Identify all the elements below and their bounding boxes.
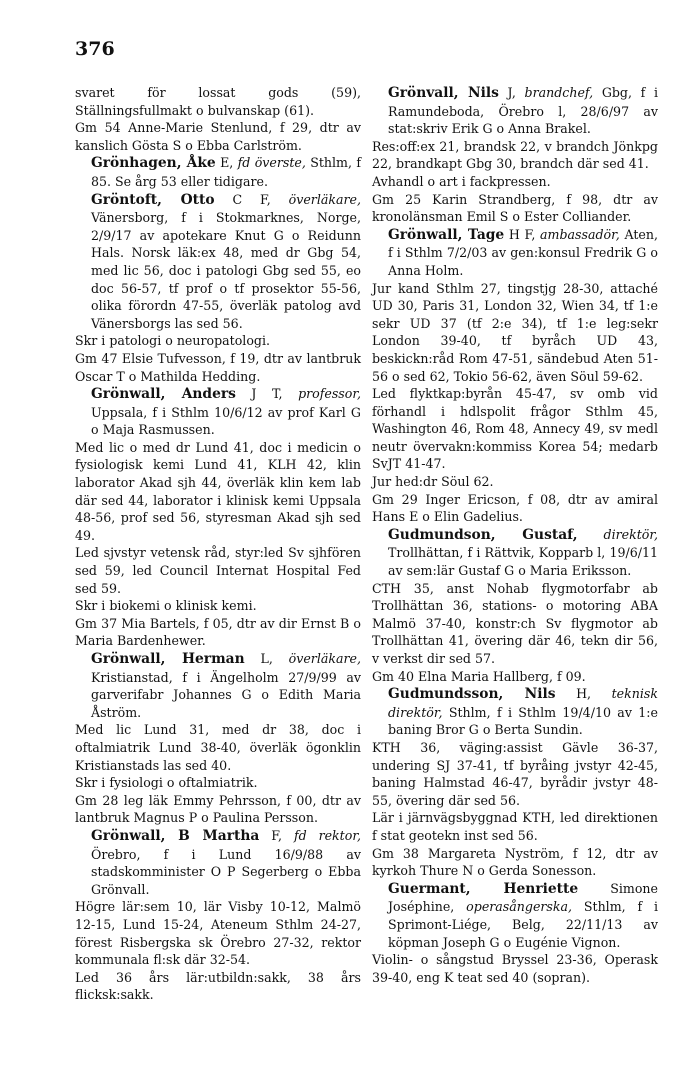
entry-given-names: F,: [271, 827, 283, 843]
entry-paragraph: Högre lär:sem 10, lär Visby 10-12, Malmö 12-15, Lund 15-24, Ateneum Sthlm 24-27, förest Risbergska sk Örebro 27-32, rektor kommunala fl:sk där 32-54.: [75, 899, 361, 968]
directory-entry: [372, 880, 658, 951]
directory-entry: [75, 650, 361, 721]
entry-name: Gudmundsson, Nils: [388, 686, 556, 703]
entry-name: Grönwall, B Martha: [91, 827, 260, 844]
entry-occupation: fd överste,: [237, 155, 306, 171]
entry-paragraph: Gm 28 leg läk Emmy Pehrsson, f 00, dtr av lantbruk Magnus P o Paulina Persson.: [75, 792, 361, 826]
entry-paragraph: KTH 36, väging:assist Gävle 36-37, undering SJ 37-41, tf byråing jvstyr 42-45, baning Halmstad 46-47, byrådir jvstyr 48-55, övering där sed 56.: [372, 739, 658, 808]
entry-given-names: H,: [576, 686, 592, 702]
entry-occupation: operasångerska,: [466, 899, 573, 915]
entry-name: Grönwall, Anders: [91, 386, 236, 403]
entry-paragraph: Led 36 års lär:utbildn:sakk, 38 års flicksk:sakk.: [75, 969, 361, 1003]
entry-paragraph: Gm 37 Mia Bartels, f 05, dtr av dir Ernst B o Maria Bardenhewer.: [75, 615, 361, 649]
entry-paragraph: Gm 29 Inger Ericson, f 08, dtr av amiral Hans E o Elin Gadelius.: [372, 491, 658, 525]
entry-given-names: J T,: [251, 386, 283, 402]
entry-paragraph: CTH 35, anst Nohab flygmotorfabr ab Trollhättan 36, stations- o motoring ABA Malmö 37-40, konstr:ch Sv flygmotor ab Trollhättan 41, övering där 46, tekn dir 56, v verkst dir sed 57.: [372, 580, 658, 666]
entry-occupation: direktör,: [603, 526, 658, 542]
directory-entry: [75, 191, 361, 333]
entry-occupation: överläkare,: [288, 191, 361, 207]
entry-paragraph: Gm 25 Karin Strandberg, f 98, dtr av kronolänsman Emil S o Ester Colliander.: [372, 191, 658, 225]
entry-details: Örebro, f i Lund 16/9/88 av stadskomminister O P Segerberg o Ebba Grönvall.: [91, 846, 361, 897]
entry-paragraph: Led flyktkap:byrån 45-47, sv omb vid förhandl i hdlspolit frågor Sthlm 45, Washington 46, Rom 48, Annecy 49, sv medl neutr övervakn:kommiss Korea 54; medarb SvJT 41-47.: [372, 386, 658, 472]
page-number: 376: [75, 38, 115, 60]
right-column: [372, 84, 658, 986]
entry-details: Sthlm, f 85. Se årg 53 eller tidigare.: [91, 155, 361, 189]
entry-occupation: fd rektor,: [293, 827, 361, 843]
entry-paragraph: Med lic o med dr Lund 41, doc i medicin o fysiologisk kemi Lund 41, KLH 42, klin laborator Akad sjh 44, överläk klin kem lab där sed 44, laborator i klinisk kemi Uppsala 48-56, prof sed 56, styresman Akad sjh sed 49.: [75, 439, 361, 543]
entry-occupation: ambassadör,: [540, 226, 620, 242]
entry-paragraph: Led sjvstyr vetensk råd, styr:led Sv sjhfören sed 59, led Council Internat Hospital Fed sed 59.: [75, 545, 361, 596]
entry-name: Grönwall, Tage: [388, 226, 505, 243]
entry-given-names: Simone Joséphine,: [388, 880, 658, 915]
entry-paragraph: Jur kand Sthlm 27, tingstjg 28-30, attaché UD 30, Paris 31, London 32, Wien 34, tf 1:e sekr UD 37 (tf 2:e 34), tf 1:e leg:sekr London 39-40, tf byråch UD 43, beskickn:råd Rom 47-51, sändebud Aten 51-56 o sed 62, Tokio 56-62, även Söul 59-62.: [372, 280, 658, 384]
entry-paragraph: Med lic Lund 31, med dr 38, doc i oftalmiatrik Lund 38-40, överläk ögonklin Kristianstads las sed 40.: [75, 722, 361, 773]
directory-entry: [75, 154, 361, 190]
entry-details: Sthlm, f i Sprimont-Liége, Belg, 22/11/13 av köpman Joseph G o Eugénie Vignon.: [388, 899, 658, 950]
entry-given-names: H F,: [508, 226, 536, 242]
entry-paragraph: Skr i biokemi o klinisk kemi.: [75, 598, 257, 614]
entry-given-names: E,: [220, 155, 234, 171]
entry-given-names: L,: [260, 651, 273, 666]
entry-name: Guermant, Henriette: [388, 880, 579, 897]
entry-paragraph: Avhandl o art i fackpressen.: [372, 173, 551, 189]
entry-name: Grönhagen, Åke: [91, 155, 216, 172]
entry-paragraph: Lär i järnvägsbyggnad KTH, led direktionen f stat geotekn inst sed 56.: [372, 810, 658, 843]
left-column: [75, 84, 361, 1004]
entry-paragraph: Violin- o sångstud Bryssel 23-36, Operask 39-40, eng K teat sed 40 (sopran).: [372, 952, 658, 985]
directory-entry: [372, 526, 658, 580]
entry-details: Kristianstad, f i Ängelholm 27/9/99 av garverifabr Johannes G o Edith Maria Åström.: [91, 669, 361, 720]
entry-details: Sthlm, f i Sthlm 19/4/10 av 1:e baning Bror G o Berta Sundin.: [388, 704, 658, 738]
entry-paragraph: Gm 38 Margareta Nyström, f 12, dtr av kyrkoh Thure N o Gerda Sonesson.: [372, 845, 658, 879]
directory-entry: [75, 385, 361, 439]
entry-details: Vänersborg, f i Stokmarknes, Norge, 2/9/17 av apotekare Knut G o Reidunn Hals. Norsk läk:ex 48, med dr Gbg 54, med lic 56, doc i patologi Gbg sed 55, eo doc 56-57, tf prof o tf prosektor 55-56, olika förordn 47-55, överläk patolog avd Vänersborgs las sed 56.: [91, 210, 361, 331]
entry-details: Gbg, f i Ramundeboda, Örebro l, 28/6/97 av stat:skriv Erik G o Anna Brakel.: [388, 85, 659, 137]
entry-paragraph: Gm 54 Anne-Marie Stenlund, f 29, dtr av kanslich Gösta S o Ebba Carlström.: [75, 120, 361, 153]
entry-paragraph: Skr i patologi o neuropatologi.: [75, 333, 271, 349]
entry-name: Grönvall, Nils: [388, 85, 499, 101]
entry-name: Gröntoft, Otto: [91, 191, 215, 208]
entry-given-names: J,: [507, 85, 516, 100]
directory-entry: [372, 226, 658, 280]
entry-paragraph: Skr i fysiologi o oftalmiatrik.: [75, 775, 258, 791]
entry-occupation: överläkare,: [288, 651, 361, 666]
entry-name: Grönwall, Herman: [91, 651, 245, 667]
entry-paragraph: Gm 47 Elsie Tufvesson, f 19, dtr av lantbruk Oscar T o Mathilda Hedding.: [75, 350, 361, 384]
entry-name: Gudmundson, Gustaf,: [388, 526, 578, 543]
directory-entry: [372, 84, 658, 138]
entry-details: Trollhättan, f i Rättvik, Kopparb l, 19/6/11 av sem:lär Gustaf G o Maria Eriksson.: [388, 545, 658, 579]
directory-entry: [372, 685, 658, 739]
entry-details: Aten, f i Sthlm 7/2/03 av gen:konsul Fredrik G o Anna Holm.: [388, 226, 658, 278]
entry-occupation: professor,: [298, 386, 361, 402]
directory-entry: [75, 827, 361, 898]
entry-paragraph: Jur hed:dr Söul 62.: [372, 474, 494, 490]
entry-given-names: C F,: [232, 191, 271, 207]
entry-details: Uppsala, f i Sthlm 10/6/12 av prof Karl G o Maja Rasmussen.: [91, 404, 361, 438]
entry-paragraph: Gm 40 Elna Maria Hallberg, f 09.: [372, 668, 586, 684]
entry-paragraph: svaret för lossat gods (59), Ställningsfullmakt o bulvanskap (61).: [75, 85, 361, 118]
entry-paragraph: Res:off:ex 21, brandsk 22, v brandch Jönkpg 22, brandkapt Gbg 30, brandch där sed 41.: [372, 138, 658, 172]
entry-occupation: brandchef,: [524, 85, 594, 100]
entry-occupation: teknisk direktör,: [388, 686, 658, 720]
